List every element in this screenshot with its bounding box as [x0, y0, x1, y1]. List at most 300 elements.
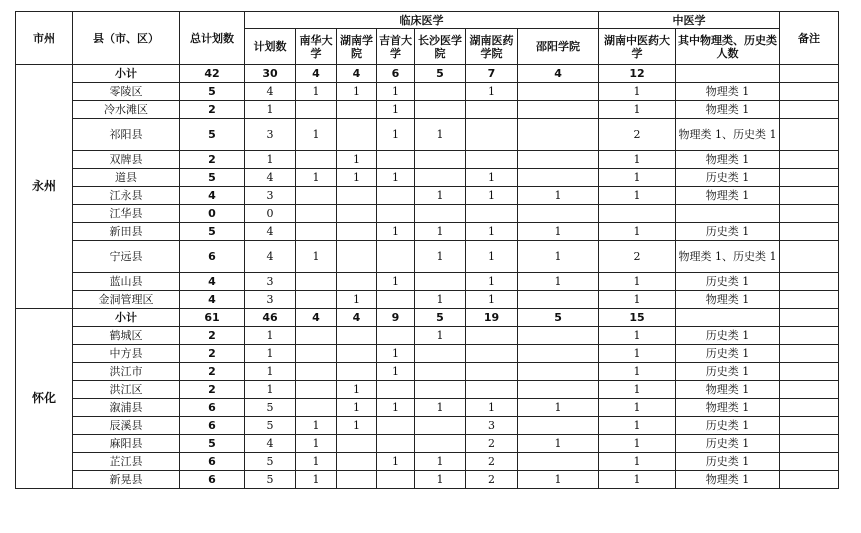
changsha-cell: 1 — [415, 241, 466, 273]
table-row — [16, 435, 839, 453]
subtotal-row — [16, 65, 839, 83]
table-row — [16, 345, 839, 363]
hunan-cell: 1 — [337, 399, 377, 417]
county-cell: 零陵区 — [73, 83, 180, 101]
total-cell: 4 — [180, 187, 245, 205]
plan-count-cell: 1 — [245, 345, 296, 363]
hunanyiyao-cell: 1 — [466, 399, 518, 417]
county-cell: 冷水滩区 — [73, 101, 180, 119]
hunan-cell — [337, 435, 377, 453]
plan-count-cell: 1 — [245, 363, 296, 381]
total-cell: 2 — [180, 345, 245, 363]
header-hunan-tcm: 湖南中医药大学 — [599, 29, 676, 65]
table-row — [16, 327, 839, 345]
hunan-cell — [337, 223, 377, 241]
hunanyiyao-cell: 2 — [466, 435, 518, 453]
physics-history-cell: 历史类 1 — [676, 417, 780, 435]
hunan-tcm-cell: 1 — [599, 327, 676, 345]
hunan-tcm-cell: 1 — [599, 345, 676, 363]
jishou-cell: 1 — [377, 101, 415, 119]
hunanyiyao-cell: 1 — [466, 291, 518, 309]
nanhua-cell — [296, 381, 337, 399]
remarks-cell — [780, 83, 839, 101]
subtotal-label: 小计 — [73, 65, 180, 83]
changsha-cell — [415, 363, 466, 381]
hunan-cell — [337, 205, 377, 223]
physics-history-cell: 物理类 1 — [676, 151, 780, 169]
remarks-cell — [780, 119, 839, 151]
jishou-cell — [377, 291, 415, 309]
jishou-cell: 1 — [377, 119, 415, 151]
county-cell: 蓝山县 — [73, 273, 180, 291]
physics-history-cell: 物理类 1、历史类 1 — [676, 241, 780, 273]
hunan-tcm-cell: 1 — [599, 399, 676, 417]
county-cell: 道县 — [73, 169, 180, 187]
shaoyang-cell — [518, 101, 599, 119]
county-cell: 溆浦县 — [73, 399, 180, 417]
header-clinical-medicine: 临床医学 — [245, 12, 599, 29]
shaoyang-cell: 1 — [518, 435, 599, 453]
physics-history-cell: 历史类 1 — [676, 345, 780, 363]
table-row — [16, 291, 839, 309]
shaoyang-cell — [518, 119, 599, 151]
hunanyiyao-cell — [466, 101, 518, 119]
subtotal-hunanyiyao-cell: 7 — [466, 65, 518, 83]
jishou-cell — [377, 417, 415, 435]
hunan-tcm-cell: 1 — [599, 381, 676, 399]
header-physics-history: 其中物理类、历史类人数 — [676, 29, 780, 65]
subtotal-hunanyiyao-cell: 19 — [466, 309, 518, 327]
table-row — [16, 83, 839, 101]
total-cell: 5 — [180, 223, 245, 241]
hunan-cell — [337, 187, 377, 205]
hunan-cell: 1 — [337, 417, 377, 435]
subtotal-label: 小计 — [73, 309, 180, 327]
shaoyang-cell — [518, 453, 599, 471]
hunan-tcm-cell: 2 — [599, 119, 676, 151]
remarks-cell — [780, 453, 839, 471]
physics-history-cell: 物理类 1 — [676, 187, 780, 205]
hunan-cell — [337, 471, 377, 489]
total-cell: 5 — [180, 119, 245, 151]
subtotal-nanhua-cell: 4 — [296, 65, 337, 83]
hunan-tcm-cell — [599, 205, 676, 223]
remarks-cell — [780, 399, 839, 417]
jishou-cell: 1 — [377, 399, 415, 417]
shaoyang-cell — [518, 381, 599, 399]
hunan-cell: 1 — [337, 291, 377, 309]
subtotal-jishou-cell: 9 — [377, 309, 415, 327]
total-cell: 4 — [180, 291, 245, 309]
jishou-cell — [377, 205, 415, 223]
jishou-cell: 1 — [377, 83, 415, 101]
county-cell: 江华县 — [73, 205, 180, 223]
changsha-cell: 1 — [415, 223, 466, 241]
plan-count-cell: 1 — [245, 101, 296, 119]
changsha-cell — [415, 417, 466, 435]
enrollment-plan-table — [15, 11, 839, 489]
county-cell: 新田县 — [73, 223, 180, 241]
plan-count-cell: 3 — [245, 291, 296, 309]
changsha-cell — [415, 205, 466, 223]
subtotal-remarks-cell — [780, 309, 839, 327]
nanhua-cell — [296, 151, 337, 169]
hunan-tcm-cell: 1 — [599, 169, 676, 187]
jishou-cell — [377, 151, 415, 169]
nanhua-cell — [296, 363, 337, 381]
table-row — [16, 399, 839, 417]
hunan-cell: 1 — [337, 151, 377, 169]
nanhua-cell: 1 — [296, 241, 337, 273]
table-row — [16, 363, 839, 381]
hunanyiyao-cell — [466, 327, 518, 345]
hunanyiyao-cell: 1 — [466, 241, 518, 273]
hunan-cell — [337, 101, 377, 119]
subtotal-plan-count-cell: 46 — [245, 309, 296, 327]
subtotal-nanhua-cell: 4 — [296, 309, 337, 327]
changsha-cell: 1 — [415, 471, 466, 489]
shaoyang-cell — [518, 417, 599, 435]
nanhua-cell: 1 — [296, 471, 337, 489]
changsha-cell — [415, 101, 466, 119]
hunan-cell — [337, 345, 377, 363]
shaoyang-cell: 1 — [518, 273, 599, 291]
nanhua-cell: 1 — [296, 453, 337, 471]
shaoyang-cell — [518, 327, 599, 345]
hunan-tcm-cell: 1 — [599, 223, 676, 241]
hunan-cell: 1 — [337, 169, 377, 187]
enrollment-plan-table-container — [15, 11, 839, 489]
hunanyiyao-cell: 2 — [466, 471, 518, 489]
header-jishou: 吉首大学 — [377, 29, 415, 65]
hunan-tcm-cell: 1 — [599, 273, 676, 291]
nanhua-cell: 1 — [296, 119, 337, 151]
county-cell: 洪江市 — [73, 363, 180, 381]
physics-history-cell: 物理类 1 — [676, 83, 780, 101]
nanhua-cell — [296, 399, 337, 417]
hunan-tcm-cell: 1 — [599, 291, 676, 309]
jishou-cell — [377, 327, 415, 345]
subtotal-changsha-cell: 5 — [415, 65, 466, 83]
jishou-cell — [377, 241, 415, 273]
header-nanhua: 南华大学 — [296, 29, 337, 65]
subtotal-total: 61 — [180, 309, 245, 327]
shaoyang-cell — [518, 291, 599, 309]
table-row — [16, 169, 839, 187]
shaoyang-cell: 1 — [518, 241, 599, 273]
header-hunan: 湖南学院 — [337, 29, 377, 65]
physics-history-cell: 物理类 1 — [676, 291, 780, 309]
county-cell: 洪江区 — [73, 381, 180, 399]
hunan-tcm-cell: 1 — [599, 453, 676, 471]
remarks-cell — [780, 273, 839, 291]
total-cell: 2 — [180, 381, 245, 399]
city-cell: 永州 — [16, 65, 73, 309]
shaoyang-cell — [518, 205, 599, 223]
jishou-cell: 1 — [377, 345, 415, 363]
physics-history-cell — [676, 205, 780, 223]
shaoyang-cell: 1 — [518, 471, 599, 489]
subtotal-shaoyang-cell: 4 — [518, 65, 599, 83]
physics-history-cell: 历史类 1 — [676, 435, 780, 453]
remarks-cell — [780, 363, 839, 381]
table-row — [16, 471, 839, 489]
jishou-cell — [377, 435, 415, 453]
total-cell: 5 — [180, 83, 245, 101]
subtotal-row — [16, 309, 839, 327]
county-cell: 江永县 — [73, 187, 180, 205]
hunan-tcm-cell: 2 — [599, 241, 676, 273]
county-cell: 双牌县 — [73, 151, 180, 169]
hunan-tcm-cell: 1 — [599, 417, 676, 435]
shaoyang-cell — [518, 151, 599, 169]
physics-history-cell: 历史类 1 — [676, 363, 780, 381]
hunan-cell — [337, 327, 377, 345]
plan-count-cell: 1 — [245, 381, 296, 399]
table-row — [16, 381, 839, 399]
changsha-cell: 1 — [415, 119, 466, 151]
hunan-tcm-cell: 1 — [599, 471, 676, 489]
subtotal-changsha-cell: 5 — [415, 309, 466, 327]
hunanyiyao-cell: 2 — [466, 453, 518, 471]
total-cell: 6 — [180, 241, 245, 273]
subtotal-plan-count-cell: 30 — [245, 65, 296, 83]
jishou-cell — [377, 187, 415, 205]
jishou-cell: 1 — [377, 453, 415, 471]
changsha-cell — [415, 151, 466, 169]
plan-count-cell: 3 — [245, 273, 296, 291]
jishou-cell: 1 — [377, 363, 415, 381]
remarks-cell — [780, 471, 839, 489]
plan-count-cell: 4 — [245, 169, 296, 187]
changsha-cell — [415, 345, 466, 363]
table-row — [16, 101, 839, 119]
jishou-cell — [377, 381, 415, 399]
county-cell: 麻阳县 — [73, 435, 180, 453]
subtotal-hunan-cell: 4 — [337, 65, 377, 83]
hunan-tcm-cell: 1 — [599, 151, 676, 169]
subtotal-physics-history-cell — [676, 309, 780, 327]
subtotal-shaoyang-cell: 5 — [518, 309, 599, 327]
hunanyiyao-cell — [466, 363, 518, 381]
hunanyiyao-cell: 1 — [466, 273, 518, 291]
total-cell: 2 — [180, 327, 245, 345]
county-cell: 宁远县 — [73, 241, 180, 273]
total-cell: 6 — [180, 471, 245, 489]
jishou-cell: 1 — [377, 223, 415, 241]
header-remarks: 备注 — [780, 12, 839, 65]
remarks-cell — [780, 223, 839, 241]
hunan-cell — [337, 241, 377, 273]
plan-count-cell: 5 — [245, 399, 296, 417]
hunan-cell — [337, 119, 377, 151]
hunan-tcm-cell: 1 — [599, 363, 676, 381]
header-plan: 计划数 — [245, 29, 296, 65]
shaoyang-cell: 1 — [518, 187, 599, 205]
plan-count-cell: 3 — [245, 187, 296, 205]
remarks-cell — [780, 187, 839, 205]
total-cell: 6 — [180, 399, 245, 417]
hunan-cell — [337, 273, 377, 291]
subtotal-remarks-cell — [780, 65, 839, 83]
total-cell: 6 — [180, 417, 245, 435]
nanhua-cell: 1 — [296, 83, 337, 101]
table-row — [16, 417, 839, 435]
county-cell: 芷江县 — [73, 453, 180, 471]
remarks-cell — [780, 345, 839, 363]
hunan-tcm-cell: 1 — [599, 83, 676, 101]
subtotal-total: 42 — [180, 65, 245, 83]
hunan-cell: 1 — [337, 381, 377, 399]
hunanyiyao-cell — [466, 205, 518, 223]
county-cell: 鹤城区 — [73, 327, 180, 345]
remarks-cell — [780, 151, 839, 169]
county-cell: 祁阳县 — [73, 119, 180, 151]
nanhua-cell: 1 — [296, 169, 337, 187]
nanhua-cell — [296, 205, 337, 223]
plan-count-cell: 1 — [245, 151, 296, 169]
total-cell: 5 — [180, 169, 245, 187]
hunanyiyao-cell: 1 — [466, 187, 518, 205]
nanhua-cell — [296, 273, 337, 291]
plan-count-cell: 5 — [245, 453, 296, 471]
total-cell: 6 — [180, 453, 245, 471]
header-county: 县（市、区） — [73, 12, 180, 65]
hunan-cell — [337, 453, 377, 471]
header-changsha: 长沙医学院 — [415, 29, 466, 65]
hunanyiyao-cell: 1 — [466, 223, 518, 241]
shaoyang-cell: 1 — [518, 223, 599, 241]
plan-count-cell: 3 — [245, 119, 296, 151]
hunan-tcm-cell: 1 — [599, 101, 676, 119]
remarks-cell — [780, 205, 839, 223]
remarks-cell — [780, 435, 839, 453]
shaoyang-cell: 1 — [518, 399, 599, 417]
table-row — [16, 273, 839, 291]
physics-history-cell: 历史类 1 — [676, 169, 780, 187]
changsha-cell — [415, 169, 466, 187]
hunan-tcm-cell: 1 — [599, 435, 676, 453]
hunan-cell: 1 — [337, 83, 377, 101]
hunanyiyao-cell: 3 — [466, 417, 518, 435]
header-total: 总计划数 — [180, 12, 245, 65]
remarks-cell — [780, 327, 839, 345]
physics-history-cell: 物理类 1 — [676, 399, 780, 417]
changsha-cell: 1 — [415, 187, 466, 205]
changsha-cell — [415, 273, 466, 291]
remarks-cell — [780, 169, 839, 187]
plan-count-cell: 4 — [245, 83, 296, 101]
shaoyang-cell — [518, 169, 599, 187]
hunan-cell — [337, 363, 377, 381]
table-row — [16, 119, 839, 151]
changsha-cell: 1 — [415, 291, 466, 309]
table-body — [16, 65, 839, 489]
plan-count-cell: 0 — [245, 205, 296, 223]
plan-count-cell: 4 — [245, 223, 296, 241]
physics-history-cell: 物理类 1、历史类 1 — [676, 119, 780, 151]
changsha-cell: 1 — [415, 399, 466, 417]
table-row — [16, 223, 839, 241]
physics-history-cell: 物理类 1 — [676, 101, 780, 119]
table-row — [16, 151, 839, 169]
total-cell: 2 — [180, 363, 245, 381]
nanhua-cell — [296, 101, 337, 119]
remarks-cell — [780, 417, 839, 435]
hunanyiyao-cell — [466, 151, 518, 169]
physics-history-cell: 历史类 1 — [676, 273, 780, 291]
table-row — [16, 187, 839, 205]
header-tcm: 中医学 — [599, 12, 780, 29]
county-cell: 新晃县 — [73, 471, 180, 489]
changsha-cell — [415, 381, 466, 399]
jishou-cell: 1 — [377, 273, 415, 291]
city-cell: 怀化 — [16, 309, 73, 489]
hunan-tcm-cell: 1 — [599, 187, 676, 205]
nanhua-cell — [296, 345, 337, 363]
plan-count-cell: 4 — [245, 241, 296, 273]
hunanyiyao-cell — [466, 119, 518, 151]
hunanyiyao-cell — [466, 345, 518, 363]
subtotal-physics-history-cell — [676, 65, 780, 83]
county-cell: 金洞管理区 — [73, 291, 180, 309]
total-cell: 5 — [180, 435, 245, 453]
physics-history-cell: 历史类 1 — [676, 453, 780, 471]
remarks-cell — [780, 381, 839, 399]
subtotal-jishou-cell: 6 — [377, 65, 415, 83]
header-shaoyang: 邵阳学院 — [518, 29, 599, 65]
subtotal-hunan-tcm-cell: 15 — [599, 309, 676, 327]
nanhua-cell — [296, 223, 337, 241]
jishou-cell — [377, 471, 415, 489]
hunanyiyao-cell: 1 — [466, 169, 518, 187]
county-cell: 中方县 — [73, 345, 180, 363]
changsha-cell: 1 — [415, 327, 466, 345]
plan-count-cell: 4 — [245, 435, 296, 453]
total-cell: 2 — [180, 151, 245, 169]
jishou-cell: 1 — [377, 169, 415, 187]
table-row — [16, 205, 839, 223]
total-cell: 2 — [180, 101, 245, 119]
physics-history-cell: 历史类 1 — [676, 223, 780, 241]
header-city: 市州 — [16, 12, 73, 65]
remarks-cell — [780, 241, 839, 273]
physics-history-cell: 物理类 1 — [676, 381, 780, 399]
total-cell: 4 — [180, 273, 245, 291]
plan-count-cell: 1 — [245, 327, 296, 345]
nanhua-cell — [296, 291, 337, 309]
table-row — [16, 453, 839, 471]
table-row — [16, 241, 839, 273]
plan-count-cell: 5 — [245, 417, 296, 435]
shaoyang-cell — [518, 345, 599, 363]
remarks-cell — [780, 291, 839, 309]
changsha-cell — [415, 435, 466, 453]
subtotal-hunan-cell: 4 — [337, 309, 377, 327]
changsha-cell — [415, 83, 466, 101]
county-cell: 辰溪县 — [73, 417, 180, 435]
hunanyiyao-cell — [466, 381, 518, 399]
physics-history-cell: 物理类 1 — [676, 471, 780, 489]
nanhua-cell: 1 — [296, 435, 337, 453]
nanhua-cell — [296, 187, 337, 205]
total-cell: 0 — [180, 205, 245, 223]
remarks-cell — [780, 101, 839, 119]
shaoyang-cell — [518, 363, 599, 381]
physics-history-cell: 历史类 1 — [676, 327, 780, 345]
plan-count-cell: 5 — [245, 471, 296, 489]
changsha-cell: 1 — [415, 453, 466, 471]
